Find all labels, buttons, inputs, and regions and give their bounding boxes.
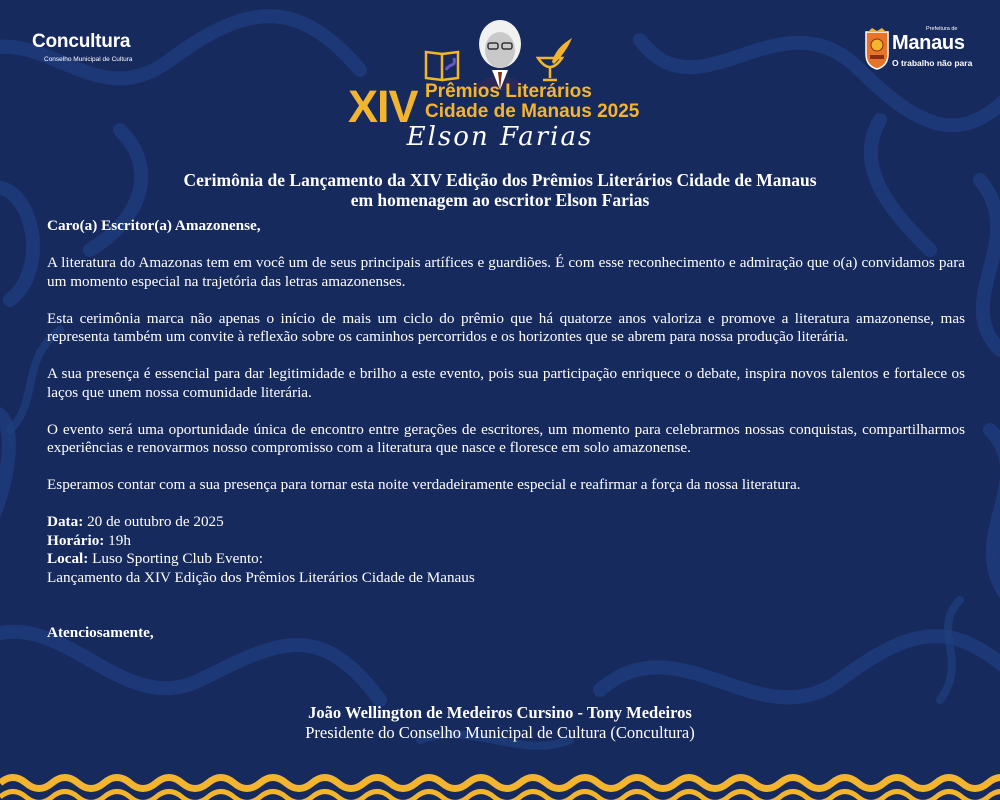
letter-closing: Atenciosamente, (47, 624, 154, 641)
letter-paragraph: Esperamos contar com a sua presença para tornar esta noite verdadeiramente especial e reafirmar a força da nossa literatura. (47, 476, 801, 493)
letter-paragraph: O evento será uma oportunidade única de encontro entre gerações de escritores, um momento para celebrarmos nossas conquistas, compartilharmos experiências e renovarmos nosso compromisso com a literatura que nasce e floresce em solo amazonense. (47, 420, 965, 456)
manaus-logo-prefix: Prefeitura de (926, 26, 958, 32)
emblem-title-line2: Cidade de Manaus 2025 (425, 101, 640, 122)
open-book-icon (426, 52, 458, 80)
premios-literarios-emblem (340, 10, 660, 158)
emblem-illustration (340, 10, 660, 90)
event-time (47, 532, 965, 551)
prefeitura-manaus-logo (864, 26, 980, 74)
emblem-title-line1: Prêmios Literários (425, 81, 592, 102)
manaus-logo-city: Manaus (892, 32, 965, 54)
emblem-roman-numeral: XIV (348, 81, 418, 132)
date-value: 20 de outubro de 2025 (83, 513, 224, 530)
manaus-logo-motto: O trabalho não para (892, 58, 973, 68)
concultura-logo (32, 31, 133, 63)
emblem-signature: Elson Farias (406, 122, 594, 152)
time-label: Horário: (47, 531, 105, 549)
signer-role: Presidente do Conselho Municipal de Cultura (Concultura) (305, 723, 695, 742)
portrait-illustration (470, 20, 530, 90)
event-name: Lançamento da XIV Edição dos Prêmios Literários Cidade de Manaus (47, 568, 475, 586)
title-line-1: Cerimônia de Lançamento da XIV Edição dos Prêmios Literários Cidade de Manaus (183, 170, 817, 190)
concultura-logo-subtitle: Conselho Municipal de Cultura (44, 56, 133, 63)
signature-block (0, 703, 1000, 743)
place-value: Luso Sporting Club Evento: (88, 550, 263, 567)
letter-paragraph: A literatura do Amazonas tem em você um de seus principais artífices e guardiões. É com esse reconhecimento e admiração que o(a) convidamos para um momento especial na trajetória das letras amazonenses. (47, 254, 965, 290)
signer-name: João Wellington de Medeiros Cursino - Tony Medeiros (308, 703, 692, 722)
letter-greeting: Caro(a) Escritor(a) Amazonense, (47, 217, 261, 234)
date-label: Data: (47, 513, 84, 530)
event-place (47, 550, 965, 569)
time-value: 19h (104, 531, 131, 549)
place-label: Local: (47, 550, 89, 567)
letter-body (47, 217, 965, 643)
concultura-logo-name: Concultura (32, 31, 131, 52)
letter-paragraph: Esta cerimônia marca não apenas o início de mais um ciclo do prêmio que há quatorze anos valoriza e promove a literatura amazonense, mas representa também um convite à reflexão sobre os caminhos percorridos e os horizontes que se abrem para nossa produção literária. (47, 309, 965, 345)
quill-trophy-icon (538, 38, 572, 80)
letter-paragraph: A sua presença é essencial para dar legitimidade e brilho a este evento, pois sua participação enriquece o debate, inspira novos talentos e fortalece os laços que unem nossa comunidade literária. (47, 365, 965, 401)
title-line-2: em homenagem ao escritor Elson Farias (350, 190, 650, 210)
event-date (47, 513, 965, 532)
invitation-title (0, 170, 1000, 210)
manaus-crest-icon (864, 28, 890, 70)
